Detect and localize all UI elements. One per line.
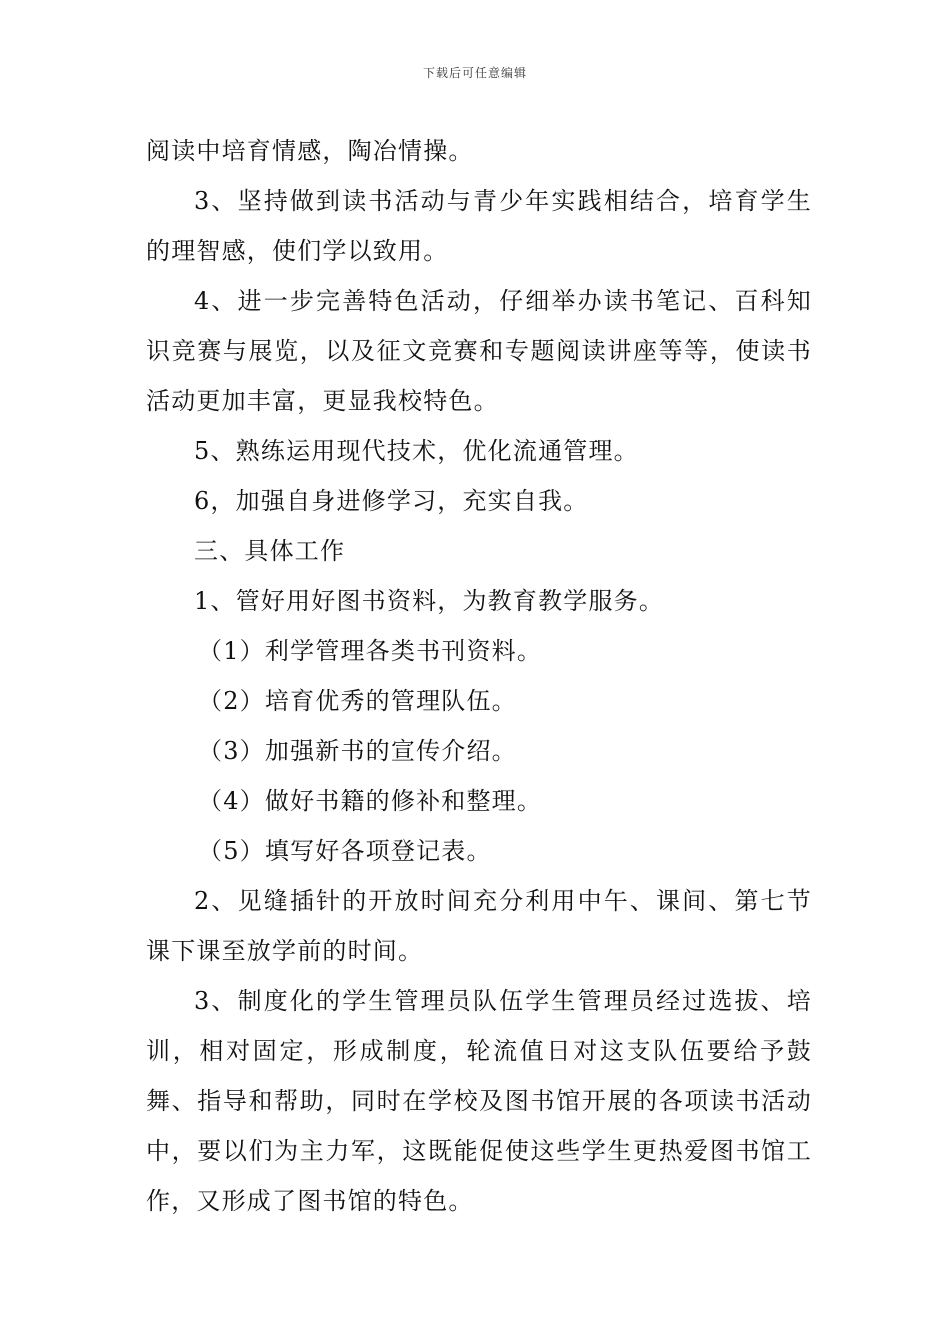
paragraph-item-4: 4、进一步完善特色活动，仔细举办读书笔记、百科知识竞赛与展览，以及征文竞赛和专题阅读讲座等等，使读书活动更加丰富，更显我校特色。 <box>146 287 812 415</box>
work-item-1: 1、管好用好图书资料，为教育教学服务。 <box>194 587 665 615</box>
paragraph-item-3: 3、坚持做到读书活动与青少年实践相结合，培育学生的理智感，使们学以致用。 <box>146 187 812 265</box>
paragraph-item-6: 6，加强自身进修学习，充实自我。 <box>194 487 589 515</box>
section-heading: 三、具体工作 <box>194 537 346 565</box>
sub-item-4: （4）做好书籍的修补和整理。 <box>198 787 543 815</box>
sub-item-3: （3）加强新书的宣传介绍。 <box>198 737 517 765</box>
sub-item-2: （2）培育优秀的管理队伍。 <box>198 687 517 715</box>
paragraph-item-5: 5、熟练运用现代技术，优化流通管理。 <box>194 437 639 465</box>
page-header-note: 下载后可任意编辑 <box>422 66 527 80</box>
work-item-3: 3、制度化的学生管理员队伍学生管理员经过选拔、培训，相对固定，形成制度，轮流值日对这支队伍要给予鼓舞、指导和帮助，同时在学校及图书馆开展的各项读书活动中，要以们为主力军，这既能促使这些学生更热爱图书馆工作，又形成了图书馆的特色。 <box>146 987 812 1215</box>
document-body <box>146 126 812 1226</box>
work-item-2: 2、见缝插针的开放时间充分利用中午、课间、第七节课下课至放学前的时间。 <box>146 887 812 965</box>
sub-item-5: （5）填写好各项登记表。 <box>198 837 492 865</box>
sub-item-1: （1）利学管理各类书刊资料。 <box>198 637 543 665</box>
paragraph-continuation: 阅读中培育情感，陶冶情操。 <box>146 137 474 165</box>
